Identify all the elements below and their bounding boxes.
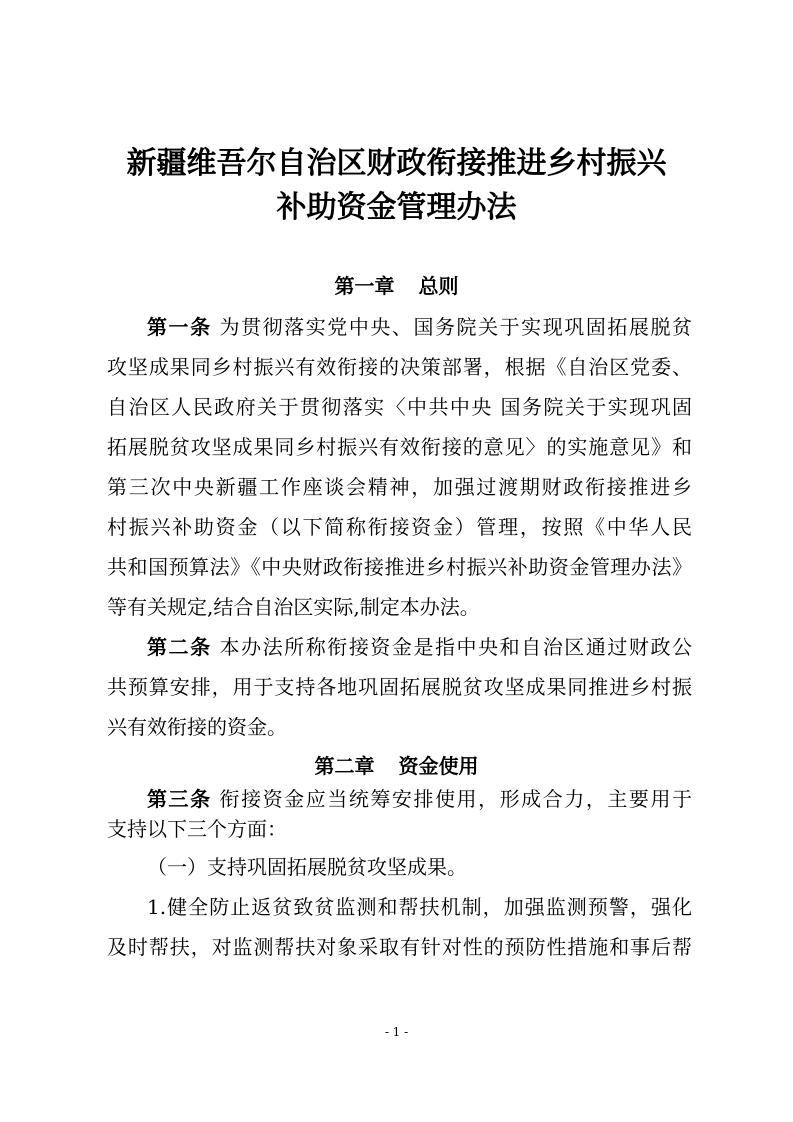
article-3-line: 支持以下三个方面： xyxy=(107,817,287,841)
document-title-line1: 新疆维吾尔自治区财政衔接推进乡村振兴 xyxy=(126,146,667,181)
article-1-label: 第一条 xyxy=(147,315,212,339)
chapter-heading-1 xyxy=(0,272,793,300)
chapter-number: 第二章 xyxy=(314,754,375,778)
article-1-line: 村振兴补助资金（以下简称衔接资金）管理，按照《中华人民 xyxy=(107,515,692,539)
article-2-label: 第二条 xyxy=(147,635,212,659)
article-1-line: 等有关规定,结合自治区实际,制定本办法。 xyxy=(107,595,480,619)
article-2-text: 本办法所称衔接资金是指中央和自治区通过财政公 xyxy=(219,635,692,659)
article-2-line: 兴有效衔接的资金。 xyxy=(107,715,287,739)
chapter-number: 第一章 xyxy=(334,274,395,298)
chapter-name: 总则 xyxy=(418,274,459,298)
article-3-label: 第三条 xyxy=(147,787,212,811)
article-1-text: 为贯彻落实党中央、国务院关于实现巩固拓展脱贫 xyxy=(219,315,692,339)
article-1-line: 攻坚成果同乡村振兴有效衔接的决策部署，根据《自治区党委、 xyxy=(107,355,692,379)
article-1-line xyxy=(147,312,692,342)
article-2-line: 共预算安排，用于支持各地巩固拓展脱贫攻坚成果同推进乡村振 xyxy=(107,675,692,699)
article-3-line xyxy=(147,784,692,814)
article-1-line: 自治区人民政府关于贯彻落实〈中共中央 国务院关于实现巩固 xyxy=(107,395,692,419)
article-1-line: 第三次中央新疆工作座谈会精神，加强过渡期财政衔接推进乡 xyxy=(107,475,692,499)
article-3-text: 衔接资金应当统筹安排使用，形成合力，主要用于 xyxy=(219,787,692,811)
subitem-1-line: 及时帮扶，对监测帮扶对象采取有针对性的预防性措施和事后帮 xyxy=(107,935,692,959)
page-number: - 1 - xyxy=(384,1025,409,1039)
document-title-line2: 补助资金管理办法 xyxy=(276,190,517,225)
article-2-line xyxy=(147,632,692,662)
chapter-heading-2 xyxy=(0,752,793,780)
subitem-1-line: 1.健全防止返贫致贫监测和帮扶机制，加强监测预警，强化 xyxy=(147,895,692,919)
article-1-line: 拓展脱贫攻坚成果同乡村振兴有效衔接的意见〉的实施意见》和 xyxy=(107,435,692,459)
article-1-line: 共和国预算法》《中央财政衔接推进乡村振兴补助资金管理办法》 xyxy=(107,555,692,579)
item-1: （一）支持巩固拓展脱贫攻坚成果。 xyxy=(147,855,467,879)
chapter-name: 资金使用 xyxy=(398,754,479,778)
